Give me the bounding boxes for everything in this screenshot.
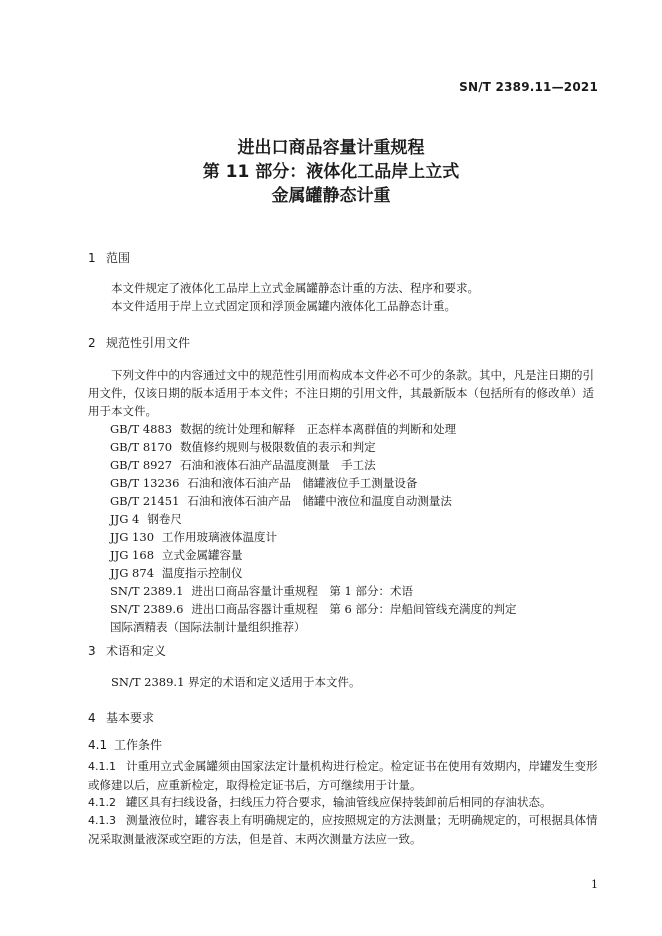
reference-list: [110, 420, 517, 636]
scope-paragraph-1: 本文件规定了液体化工品岸上立式金属罐静态计重的方法、程序和要求。: [111, 281, 479, 295]
clause-4-1-1: [88, 757, 604, 794]
reference-item: [110, 474, 517, 492]
reference-code: GB/T 13236: [110, 476, 180, 490]
reference-code: GB/T 8927: [110, 458, 173, 472]
clause-text: 罐区具有扫线设备，扫线压力符合要求，输油管线应保持装卸前后相同的存油状态。: [126, 795, 552, 809]
title-line-3: 金属罐静态计重: [271, 186, 391, 206]
reference-item: [110, 492, 517, 510]
reference-title: 石油和液体石油产品温度测量 手工法: [180, 458, 376, 472]
section-title: 规范性引用文件: [106, 336, 191, 350]
reference-item: [110, 528, 517, 546]
reference-code: SN/T 2389.6: [110, 602, 184, 616]
clause-number: 4.1.1: [88, 760, 116, 773]
section-title: 基本要求: [106, 711, 155, 725]
reference-code: JJG 130: [110, 530, 155, 544]
reference-code: SN/T 2389.1: [110, 584, 184, 598]
section-title: 范围: [106, 251, 131, 265]
reference-code: 国际酒精表（国际法制计量组织推荐）: [110, 620, 306, 634]
reference-item: [110, 564, 517, 582]
reference-title: 进出口商品容量计重规程 第 1 部分：术语: [191, 584, 414, 598]
reference-item: [110, 420, 517, 438]
reference-title: 温度指示控制仪: [162, 566, 243, 580]
normative-intro: 下列文件中的内容通过文中的规范性引用而构成本文件必不可少的条款。其中，凡是注日期的引用文件，仅该日期的版本适用于本文件；不注日期的引用文件，其最新版本（包括所有的修改单）适用于本文件。: [88, 368, 594, 418]
scope-paragraph-2: 本文件适用于岸上立式固定顶和浮顶金属罐内液体化工品静态计重。: [111, 299, 456, 313]
reference-title: 石油和液体石油产品 储罐液位手工测量设备: [187, 476, 418, 490]
subsection-heading-work-conditions: [88, 736, 162, 753]
reference-item: [110, 438, 517, 456]
reference-item: [110, 618, 517, 636]
title-line-2: 第 11 部分：液体化工品岸上立式: [202, 162, 460, 182]
standard-number: SN/T 2389.11—2021: [459, 80, 598, 94]
reference-title: 立式金属罐容量: [162, 548, 243, 562]
reference-item: [110, 582, 517, 600]
reference-title: 石油和液体石油产品 储罐中液位和温度自动测量法: [187, 494, 452, 508]
section-heading-basic: [88, 709, 154, 726]
clause-4-1-2: [88, 793, 604, 812]
section-number: 1: [88, 251, 96, 265]
terms-paragraph: SN/T 2389.1 界定的术语和定义适用于本文件。: [111, 675, 361, 689]
reference-title: 数据的统计处理和解释 正态样本离群值的判断和处理: [180, 422, 457, 436]
page-number: 1: [591, 878, 598, 891]
section-heading-terms: [88, 642, 166, 659]
subsection-number: 4.1: [88, 738, 108, 752]
reference-item: [110, 510, 517, 528]
reference-title: 数值修约规则与极限数值的表示和判定: [180, 440, 376, 454]
section-number: 4: [88, 711, 96, 725]
reference-title: 钢卷尺: [147, 512, 182, 526]
reference-code: GB/T 4883: [110, 422, 173, 436]
reference-item: [110, 546, 517, 564]
reference-code: JJG 4: [110, 512, 140, 526]
section-title: 术语和定义: [106, 644, 167, 658]
section-number: 2: [88, 336, 96, 350]
reference-code: GB/T 8170: [110, 440, 173, 454]
section-heading-scope: [88, 249, 130, 266]
reference-title: 进出口商品容器计重规程 第 6 部分：岸船间管线充满度的判定: [191, 602, 517, 616]
reference-code: JJG 874: [110, 566, 155, 580]
clause-text: 计重用立式金属罐须由国家法定计量机构进行检定。检定证书在使用有效期内，岸罐发生变形或修建以后，应重新检定，取得检定证书后，方可继续用于计量。: [88, 759, 598, 792]
reference-item: [110, 456, 517, 474]
subsection-title: 工作条件: [114, 738, 163, 752]
clause-number: 4.1.2: [88, 796, 116, 809]
reference-title: 工作用玻璃液体温度计: [162, 530, 278, 544]
section-heading-normative: [88, 334, 190, 351]
reference-code: JJG 168: [110, 548, 155, 562]
clause-4-1-3: [88, 811, 604, 848]
title-line-1: 进出口商品容量计重规程: [237, 138, 425, 158]
clause-number: 4.1.3: [88, 814, 116, 827]
section-number: 3: [88, 644, 96, 658]
reference-code: GB/T 21451: [110, 494, 180, 508]
reference-item: [110, 600, 517, 618]
clause-text: 测量液位时，罐容表上有明确规定的，应按照规定的方法测量；无明确规定的，可根据具体情况采取测量液深或空距的方法，但是首、末两次测量方法应一致。: [88, 813, 598, 846]
